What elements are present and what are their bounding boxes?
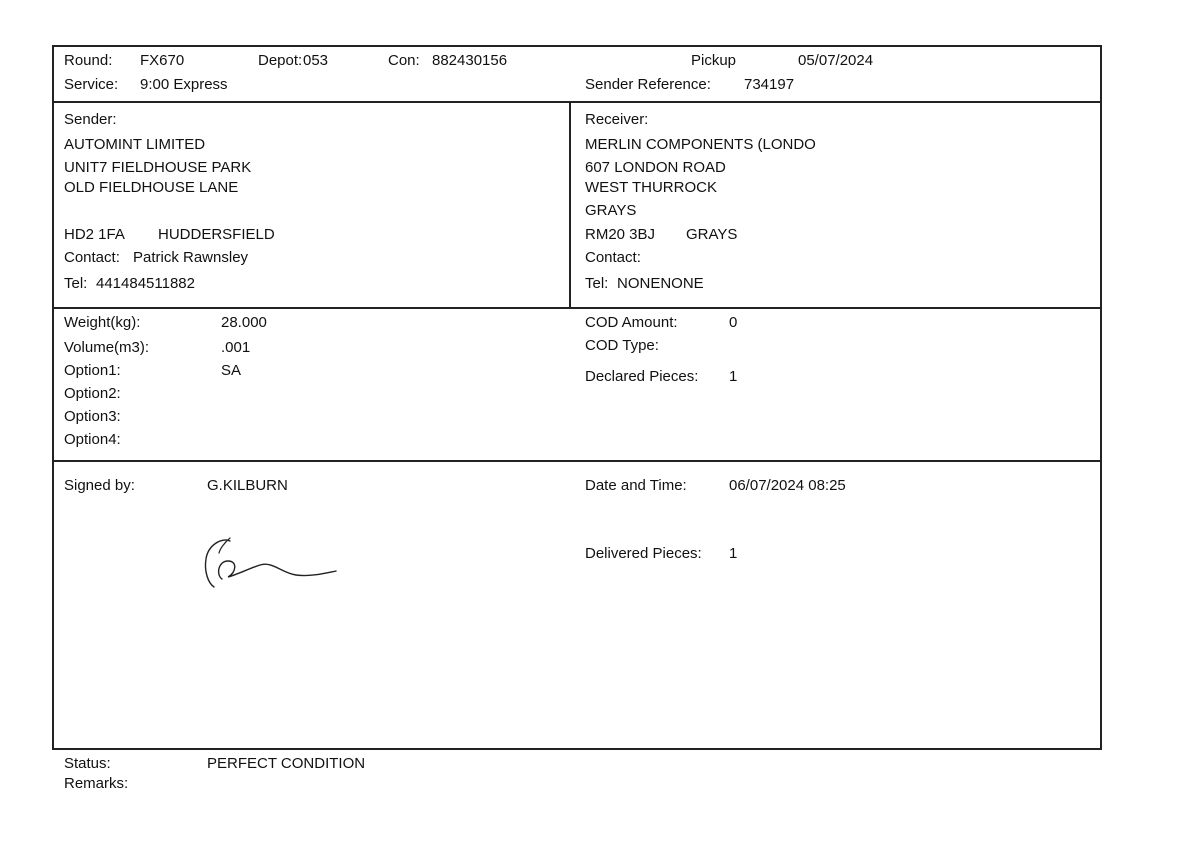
depot-value: 053	[303, 52, 329, 69]
service-label: Service:	[64, 76, 119, 93]
option4-label: Option4:	[64, 431, 121, 448]
volume-label: Volume(m3):	[64, 339, 150, 356]
sender-heading: Sender:	[64, 111, 117, 128]
depot-label: Depot:	[258, 52, 303, 69]
declared-pieces-value: 1	[729, 368, 738, 385]
pickup-date: 05/07/2024	[798, 52, 874, 69]
receiver-postcode: RM20 3BJ	[585, 226, 656, 243]
weight-label: Weight(kg):	[64, 314, 141, 331]
receiver-town: GRAYS	[686, 226, 738, 243]
sender-contact-label: Contact:	[64, 249, 120, 266]
receiver-name: MERLIN COMPONENTS (LONDO	[585, 136, 816, 153]
divider-sender-receiver	[569, 101, 571, 309]
declared-pieces-label: Declared Pieces:	[585, 368, 699, 385]
round-value: FX670	[140, 52, 185, 69]
sender-town: HUDDERSFIELD	[158, 226, 275, 243]
remarks-label: Remarks:	[64, 775, 129, 792]
document-frame	[52, 45, 1102, 750]
divider-details	[52, 460, 1102, 462]
cod-amount-value: 0	[729, 314, 738, 331]
sender-tel-value: 441484511882	[96, 275, 195, 292]
receiver-contact-label: Contact:	[585, 249, 641, 266]
con-value: 882430156	[432, 52, 508, 69]
receiver-heading: Receiver:	[585, 111, 649, 128]
delivered-pieces-value: 1	[729, 545, 738, 562]
receiver-tel-value: NONENONE	[617, 275, 704, 292]
date-time-value: 06/07/2024 08:25	[729, 477, 846, 494]
cod-type-label: COD Type:	[585, 337, 659, 354]
option2-label: Option2:	[64, 385, 121, 402]
round-label: Round:	[64, 52, 113, 69]
status-value: PERFECT CONDITION	[207, 755, 366, 772]
receiver-address-line3: GRAYS	[585, 202, 637, 219]
sender-name: AUTOMINT LIMITED	[64, 136, 206, 153]
date-time-label: Date and Time:	[585, 477, 687, 494]
option3-label: Option3:	[64, 408, 121, 425]
option1-label: Option1:	[64, 362, 121, 379]
sender-contact-value: Patrick Rawnsley	[133, 249, 249, 266]
con-label: Con:	[388, 52, 420, 69]
pickup-label: Pickup	[691, 52, 737, 69]
sender-reference-value: 734197	[744, 76, 795, 93]
status-label: Status:	[64, 755, 111, 772]
sender-address-line1: UNIT7 FIELDHOUSE PARK	[64, 159, 252, 176]
cod-amount-label: COD Amount:	[585, 314, 678, 331]
sender-postcode: HD2 1FA	[64, 226, 125, 243]
service-value: 9:00 Express	[140, 76, 228, 93]
option1-value: SA	[221, 362, 242, 379]
sender-reference-label: Sender Reference:	[585, 76, 711, 93]
receiver-address-line2: WEST THURROCK	[585, 179, 717, 196]
volume-value: .001	[221, 339, 251, 356]
weight-value: 28.000	[221, 314, 267, 331]
signature-image	[198, 535, 348, 595]
receiver-address-line1: 607 LONDON ROAD	[585, 159, 726, 176]
delivered-pieces-label: Delivered Pieces:	[585, 545, 702, 562]
divider-header	[52, 101, 1102, 103]
sender-address-line2: OLD FIELDHOUSE LANE	[64, 179, 239, 196]
divider-addresses	[52, 307, 1102, 309]
signed-by-value: G.KILBURN	[207, 477, 288, 494]
signed-by-label: Signed by:	[64, 477, 135, 494]
receiver-tel-label: Tel:	[585, 275, 609, 292]
sender-tel-label: Tel:	[64, 275, 88, 292]
